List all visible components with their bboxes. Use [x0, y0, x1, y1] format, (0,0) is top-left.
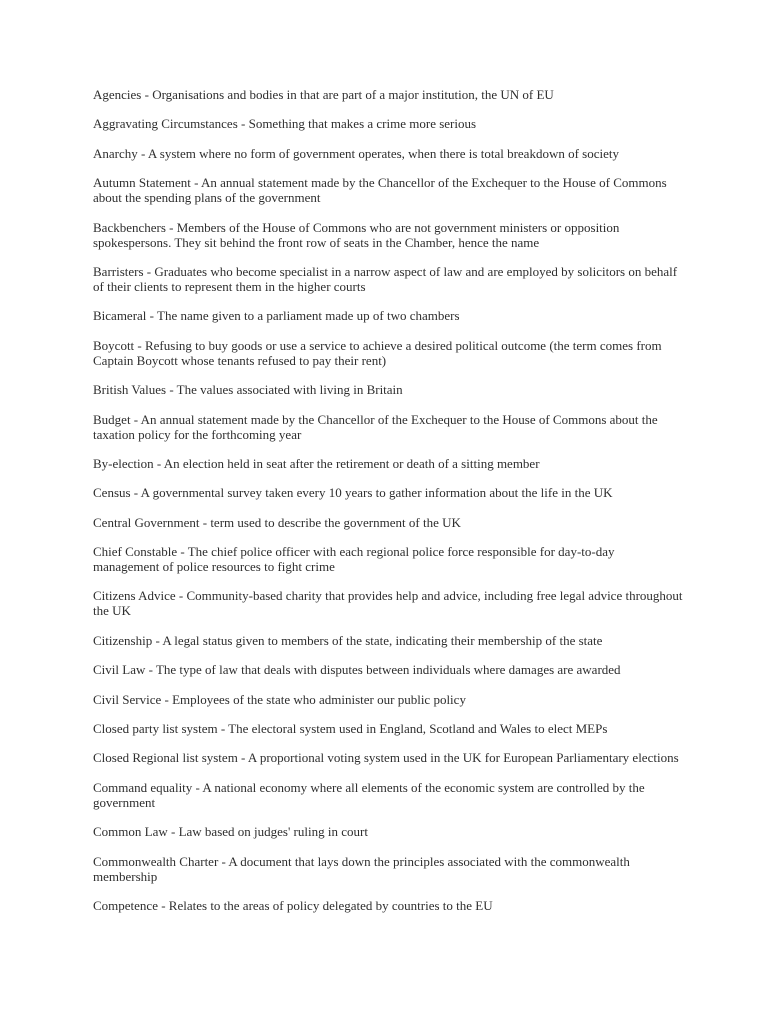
glossary-entry: Common Law - Law based on judges' ruling in court — [93, 824, 368, 840]
glossary-entry: Competence - Relates to the areas of policy delegated by countries to the EU — [93, 897, 493, 913]
glossary-entry: Aggravating Circumstances - Something that makes a crime more serious — [93, 116, 477, 132]
glossary-list — [93, 87, 683, 927]
glossary-entry: Civil Law - The type of law that deals with disputes between individuals where damages are awarded — [93, 662, 621, 678]
glossary-entry: Civil Service - Employees of the state who administer our public policy — [93, 691, 466, 707]
glossary-entry: Chief Constable - The chief police officer with each regional police force responsible for day-to-day management of police resources to fight crime — [93, 544, 615, 575]
glossary-entry: Bicameral - The name given to a parliament made up of two chambers — [93, 308, 460, 324]
glossary-entry: Citizens Advice - Community-based charity that provides help and advice, including free legal advice throughout the UK — [93, 588, 683, 619]
glossary-entry: Barristers - Graduates who become specialist in a narrow aspect of law and are employed by solicitors on behalf of their clients to represent them in the higher courts — [93, 263, 678, 294]
glossary-entry: Autumn Statement - An annual statement made by the Chancellor of the Exchequer to the House of Commons about the spending plans of the government — [93, 175, 667, 206]
glossary-entry: By-election - An election held in seat after the retirement or death of a sitting member — [93, 455, 540, 471]
glossary-entry: Commonwealth Charter - A document that lays down the principles associated with the commonwealth membership — [93, 853, 630, 884]
glossary-entry: Closed party list system - The electoral system used in England, Scotland and Wales to elect MEPs — [93, 721, 608, 737]
glossary-entry: Census - A governmental survey taken every 10 years to gather information about the life in the UK — [93, 485, 613, 501]
glossary-entry: Budget - An annual statement made by the Chancellor of the Exchequer to the House of Commons about the taxation policy for the forthcoming year — [93, 411, 658, 442]
glossary-entry: Central Government - term used to describe the government of the UK — [93, 514, 461, 530]
glossary-entry: Boycott - Refusing to buy goods or use a service to achieve a desired political outcome (the term comes from Captain Boycott whose tenants refused to pay their rent) — [93, 337, 662, 368]
glossary-entry: Closed Regional list system - A proportional voting system used in the UK for European Parliamentary elections — [93, 750, 679, 766]
glossary-entry: Command equality - A national economy where all elements of the economic system are controlled by the government — [93, 779, 645, 810]
glossary-entry: Backbenchers - Members of the House of Commons who are not government ministers or opposition spokespersons. They sit behind the front row of seats in the Chamber, hence the name — [93, 219, 620, 250]
glossary-entry: British Values - The values associated with living in Britain — [93, 382, 403, 398]
glossary-entry: Citizenship - A legal status given to members of the state, indicating their membership of the state — [93, 632, 603, 648]
glossary-entry: Agencies - Organisations and bodies in that are part of a major institution, the UN of EU — [93, 87, 554, 102]
glossary-entry: Anarchy - A system where no form of government operates, when there is total breakdown of society — [93, 145, 619, 161]
